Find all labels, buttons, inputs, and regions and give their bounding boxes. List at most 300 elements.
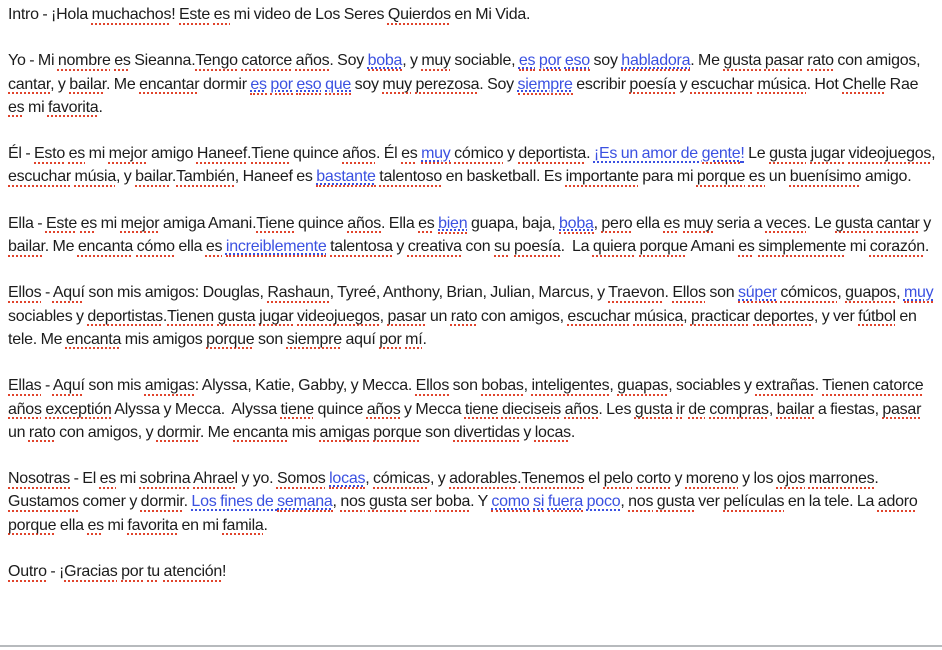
misspelled-word[interactable]: guapos xyxy=(845,284,897,302)
misspelled-word[interactable]: escuchar xyxy=(690,75,754,93)
suggested-text-misspelled[interactable]: como xyxy=(491,493,530,511)
text-run: soy xyxy=(351,75,383,93)
misspelled-word[interactable]: es xyxy=(213,6,231,23)
misspelled-word[interactable]: Somos xyxy=(276,470,326,488)
text-run: quince xyxy=(313,400,367,418)
text-run: mi xyxy=(103,516,128,534)
text-run: , xyxy=(896,284,904,302)
misspelled-word[interactable]: nos xyxy=(340,493,366,511)
paragraph-nosotras xyxy=(8,467,936,537)
misspelled-word[interactable]: Chelle xyxy=(842,75,887,93)
misspelled-word[interactable]: pasar xyxy=(882,400,922,418)
misspelled-word[interactable]: Ellos xyxy=(672,284,706,302)
text-run: . Le xyxy=(806,214,836,232)
misspelled-word[interactable]: Nosotras xyxy=(8,470,71,488)
misspelled-word[interactable]: adoro xyxy=(877,493,918,511)
paragraph-ellas xyxy=(8,374,936,444)
misspelled-word[interactable]: Rashaun xyxy=(267,284,330,302)
paragraph-ella xyxy=(8,212,936,259)
text-run: , xyxy=(683,307,691,325)
text-run: con amigos, xyxy=(833,52,924,70)
misspelled-word[interactable]: bailar xyxy=(135,168,172,186)
misspelled-word[interactable]: gusta xyxy=(835,214,874,232)
misspelled-word[interactable]: es xyxy=(8,98,25,116)
suggested-text-misspelled[interactable]: fuera xyxy=(547,493,584,511)
text-run: . xyxy=(874,470,883,488)
misspelled-word[interactable]: Este xyxy=(45,214,77,232)
misspelled-word[interactable]: es xyxy=(99,470,117,488)
text-run: , Haneef es xyxy=(234,168,317,186)
misspelled-word[interactable]: perezosa xyxy=(415,75,480,93)
text-run: Yo - Mi xyxy=(8,52,58,70)
text-run: en la tele. La xyxy=(784,493,878,511)
misspelled-word[interactable]: por xyxy=(121,563,144,581)
text-run: quince xyxy=(289,145,343,163)
suggested-text-misspelled[interactable]: eso xyxy=(296,75,322,93)
misspelled-word[interactable]: años xyxy=(347,214,381,232)
text-run: quince xyxy=(294,214,348,232)
text-run: son xyxy=(421,423,454,441)
misspelled-word[interactable]: Tenemos xyxy=(521,470,585,488)
misspelled-word[interactable]: cantar xyxy=(876,214,920,232)
misspelled-word[interactable]: nos xyxy=(628,493,654,511)
misspelled-word[interactable]: atención xyxy=(163,563,223,581)
misspelled-word[interactable]: gusta xyxy=(723,52,762,70)
suggested-text-misspelled[interactable]: bastante xyxy=(316,168,376,186)
suggested-text-misspelled[interactable]: por xyxy=(538,52,562,70)
text-run: y Mecca xyxy=(400,400,465,418)
text-run: mis xyxy=(288,423,320,441)
suggested-text-misspelled[interactable]: es xyxy=(518,52,536,70)
text-run: sociable, xyxy=(450,52,519,70)
text-run: . xyxy=(422,330,427,348)
misspelled-word[interactable]: escuchar xyxy=(8,168,71,186)
text-run: en basketball. Es xyxy=(441,168,566,186)
misspelled-word[interactable]: cómo xyxy=(136,238,175,256)
misspelled-word[interactable]: Gracias xyxy=(64,563,118,581)
text-run: y xyxy=(919,214,935,232)
misspelled-word[interactable]: música xyxy=(757,75,807,93)
misspelled-word[interactable]: porque xyxy=(696,168,746,186)
text-run: y xyxy=(519,423,535,441)
misspelled-word[interactable]: cómico xyxy=(454,145,504,163)
misspelled-word[interactable]: compras xyxy=(709,400,769,418)
text-run: - xyxy=(41,284,53,302)
text-run: y xyxy=(675,75,691,93)
text-run: Sieanna. xyxy=(130,52,196,70)
misspelled-word[interactable]: muy xyxy=(683,214,714,232)
suggested-text[interactable]: poco xyxy=(586,493,621,511)
misspelled-word[interactable]: creativa xyxy=(407,238,462,256)
misspelled-word[interactable]: importante xyxy=(565,168,639,186)
suggested-text-misspelled[interactable]: boba xyxy=(559,214,594,232)
text-run: y yo. xyxy=(237,470,277,488)
misspelled-word[interactable]: guapas xyxy=(617,377,669,395)
text-run: , xyxy=(379,307,388,325)
text-run: . Soy xyxy=(479,75,518,93)
text-run: mi xyxy=(96,214,121,232)
misspelled-word[interactable]: dormir xyxy=(140,493,184,511)
text-run: . xyxy=(664,284,673,302)
misspelled-word[interactable]: Ellas xyxy=(8,377,42,395)
misspelled-word[interactable]: es xyxy=(748,168,766,186)
text-run: soy xyxy=(589,52,622,70)
suggested-text-misspelled[interactable]: gente xyxy=(701,145,741,163)
misspelled-word[interactable]: gusta xyxy=(656,493,695,511)
misspelled-word[interactable]: pasar xyxy=(764,52,804,70)
text-run: , xyxy=(931,145,939,163)
misspelled-word[interactable]: muy xyxy=(421,52,451,70)
text-run xyxy=(923,377,927,394)
misspelled-word[interactable]: años xyxy=(564,400,599,418)
text-run: mi xyxy=(85,145,109,163)
misspelled-word[interactable]: Este xyxy=(179,6,211,23)
misspelled-word[interactable]: músia xyxy=(74,168,116,186)
misspelled-word[interactable]: su xyxy=(494,238,511,256)
misspelled-word[interactable]: famila xyxy=(222,516,264,534)
misspelled-word[interactable]: encanta xyxy=(233,423,289,441)
misspelled-word[interactable]: sobrina xyxy=(139,470,191,488)
misspelled-word[interactable]: deportistas xyxy=(87,307,163,325)
misspelled-word[interactable]: ojos xyxy=(776,470,806,488)
text-run: , xyxy=(768,400,777,418)
misspelled-word[interactable]: favorita xyxy=(47,98,99,116)
suggested-text-misspelled[interactable]: bien xyxy=(438,214,468,232)
text-run: y xyxy=(503,145,519,163)
misspelled-word[interactable]: cantar xyxy=(8,75,51,93)
suggested-text-misspelled[interactable]: que xyxy=(325,75,352,93)
misspelled-word[interactable]: encanta xyxy=(77,238,134,256)
suggested-text-misspelled[interactable]: boba xyxy=(367,52,403,70)
text-run: Ella - xyxy=(8,214,46,232)
misspelled-word[interactable]: es xyxy=(663,214,680,232)
text-run: son xyxy=(449,377,482,395)
misspelled-word[interactable]: muchachos xyxy=(91,6,172,23)
text-run: dormir xyxy=(199,75,251,93)
misspelled-word[interactable]: nombre xyxy=(57,52,111,70)
text-run: ver xyxy=(694,493,724,511)
misspelled-word[interactable]: buenísimo xyxy=(789,168,862,186)
misspelled-word[interactable]: veces xyxy=(765,214,807,232)
misspelled-word[interactable]: divertidas xyxy=(453,423,520,441)
misspelled-word[interactable]: moreno xyxy=(685,470,739,488)
text-run: , xyxy=(593,214,602,232)
text-run: y xyxy=(392,238,408,256)
misspelled-word[interactable]: exceptión xyxy=(45,400,112,418)
misspelled-word[interactable]: videojuegos xyxy=(297,307,380,325)
misspelled-word[interactable]: poesía xyxy=(514,238,561,256)
misspelled-word[interactable]: jugar xyxy=(810,145,845,163)
text-run: , y xyxy=(429,470,450,488)
misspelled-word[interactable]: Outro xyxy=(8,563,47,581)
misspelled-word[interactable]: gusta xyxy=(634,400,673,418)
misspelled-word[interactable]: de xyxy=(688,400,706,418)
misspelled-word[interactable]: años xyxy=(295,52,330,70)
misspelled-word[interactable]: catorce xyxy=(872,377,924,395)
text-run: y los xyxy=(738,470,777,488)
text-run: Rae xyxy=(886,75,922,93)
text-run: . xyxy=(924,238,930,256)
text-run: : Alyssa, Katie, Gabby, y Mecca. xyxy=(194,377,416,395)
misspelled-word[interactable]: Tienen xyxy=(167,307,214,325)
misspelled-word[interactable]: deportista xyxy=(518,145,587,163)
text-run: ! xyxy=(222,563,227,581)
misspelled-word[interactable]: es xyxy=(205,238,223,256)
text-run: . Me xyxy=(690,52,724,70)
suggested-text-misspelled[interactable]: si xyxy=(533,493,545,511)
window-bottom-edge xyxy=(0,645,942,650)
text-run: son xyxy=(254,330,287,348)
text-run: - ¡ xyxy=(46,563,65,581)
text-run: . xyxy=(183,493,192,511)
misspelled-word[interactable]: ir xyxy=(676,400,685,418)
text-run: Alyssa y Mecca. Alyssa xyxy=(111,400,281,418)
text-run: , xyxy=(620,493,629,511)
misspelled-word[interactable]: Esto xyxy=(34,145,66,163)
misspelled-word[interactable]: muy xyxy=(382,75,412,93)
misspelled-word[interactable]: favorita xyxy=(127,516,178,534)
text-run: . Hot xyxy=(806,75,843,93)
text-run: , y ver xyxy=(813,307,859,325)
misspelled-word[interactable]: gusta xyxy=(217,307,256,325)
text-run: . Soy xyxy=(329,52,368,70)
suggested-text-misspelled[interactable]: semana xyxy=(277,493,333,511)
text-run: . xyxy=(247,145,252,163)
misspelled-word[interactable]: Aquí xyxy=(52,284,85,302)
misspelled-word[interactable]: Ahrael xyxy=(193,470,238,488)
misspelled-word[interactable]: pasar xyxy=(387,307,427,325)
misspelled-word[interactable]: poesía xyxy=(629,75,676,93)
text-run: . Él xyxy=(375,145,402,163)
suggested-text-misspelled[interactable]: locas xyxy=(329,470,366,488)
misspelled-word[interactable]: tu xyxy=(147,563,160,581)
misspelled-word[interactable]: dieciseis xyxy=(501,400,562,418)
misspelled-word[interactable]: corazón xyxy=(869,238,925,256)
misspelled-word[interactable]: Gustamos xyxy=(8,493,79,511)
text-run: Le xyxy=(744,145,770,163)
misspelled-word[interactable]: bailar xyxy=(776,400,815,418)
misspelled-word[interactable]: es xyxy=(418,214,435,232)
misspelled-word[interactable]: Tiene xyxy=(256,214,295,232)
misspelled-word[interactable]: jugar xyxy=(259,307,294,325)
text-run: Él - xyxy=(8,145,34,163)
text-run: Intro - ¡Hola xyxy=(8,6,92,23)
text-run: . Me xyxy=(44,238,78,256)
misspelled-word[interactable]: cómicos xyxy=(780,284,838,302)
misspelled-word[interactable]: Tiene xyxy=(251,145,290,163)
misspelled-word[interactable]: mejor xyxy=(108,145,148,163)
misspelled-word[interactable]: catorce xyxy=(241,52,293,70)
misspelled-word[interactable]: gusta xyxy=(769,145,807,163)
suggested-text[interactable]: Los fines de xyxy=(191,493,278,511)
text-run: . xyxy=(586,145,594,163)
misspelled-word[interactable]: fútbol xyxy=(858,307,896,325)
paragraph-outro xyxy=(8,560,936,583)
misspelled-word[interactable]: mejor xyxy=(120,214,160,232)
text-run: . La xyxy=(560,238,593,256)
misspelled-word[interactable]: Quierdos xyxy=(387,6,451,23)
text-run: son mis xyxy=(84,377,145,395)
misspelled-word[interactable]: es xyxy=(80,214,97,232)
misspelled-word[interactable]: es xyxy=(68,145,86,163)
suggested-text-misspelled[interactable]: eso xyxy=(564,52,590,70)
text-run: . Y xyxy=(470,493,492,511)
text-run: un xyxy=(426,307,451,325)
misspelled-word[interactable]: amigas xyxy=(144,377,195,395)
misspelled-word[interactable]: practicar xyxy=(690,307,751,325)
text-run: . Ella xyxy=(381,214,419,232)
text-run: , y xyxy=(115,168,136,186)
misspelled-word[interactable]: videojuegos xyxy=(848,145,932,163)
misspelled-word[interactable]: Aquí xyxy=(52,377,85,395)
text-run: mi xyxy=(116,470,140,488)
text-run: . xyxy=(171,168,177,186)
misspelled-word[interactable]: pelo xyxy=(603,470,633,488)
text-run: . xyxy=(570,423,576,441)
misspelled-word[interactable]: locas xyxy=(534,423,571,441)
misspelled-word[interactable]: música xyxy=(633,307,684,325)
misspelled-word[interactable]: ser xyxy=(410,493,432,511)
paragraph-intro xyxy=(8,3,936,26)
misspelled-word[interactable]: Traevon xyxy=(608,284,665,302)
misspelled-word[interactable]: porque xyxy=(639,238,688,256)
text-run: a fiestas, xyxy=(814,400,883,418)
misspelled-word[interactable]: tiene xyxy=(464,400,499,418)
misspelled-word[interactable]: inteligentes xyxy=(531,377,610,395)
text-run: amiga Amani. xyxy=(159,214,257,232)
misspelled-word[interactable]: Tienen xyxy=(822,377,870,395)
suggested-text-misspelled[interactable]: es xyxy=(250,75,267,93)
text-run: son mis amigos: Douglas, xyxy=(84,284,268,302)
misspelled-word[interactable]: es xyxy=(401,145,418,163)
misspelled-word[interactable]: mí xyxy=(405,330,423,348)
suggested-text-misspelled[interactable]: siempre xyxy=(517,75,573,93)
text-run: mi xyxy=(846,238,870,256)
misspelled-word[interactable]: escuchar xyxy=(567,307,631,325)
text-run: . xyxy=(263,516,268,534)
misspelled-word[interactable]: bailar xyxy=(69,75,106,93)
misspelled-word[interactable]: Ellos xyxy=(415,377,450,395)
text-run: . xyxy=(162,307,168,325)
suggested-text[interactable]: ! xyxy=(740,145,745,163)
text-run: . Me xyxy=(105,75,140,93)
misspelled-word[interactable]: años xyxy=(342,145,376,163)
text-run: con xyxy=(461,238,495,256)
misspelled-word[interactable]: encanta xyxy=(65,330,122,348)
text-run: . xyxy=(517,470,522,488)
misspelled-word[interactable]: es xyxy=(114,52,131,70)
misspelled-word[interactable]: rato xyxy=(807,52,834,70)
text-run: mi video de Los Seres xyxy=(230,6,388,23)
text-run: en tele. Me xyxy=(8,307,921,348)
suggested-text-misspelled[interactable]: increiblemente xyxy=(225,238,327,256)
misspelled-word[interactable]: películas xyxy=(723,493,785,511)
misspelled-word[interactable]: amigas xyxy=(319,423,370,441)
misspelled-word[interactable]: porque xyxy=(206,330,255,348)
misspelled-word[interactable]: marrones xyxy=(808,470,875,488)
misspelled-word[interactable]: encantar xyxy=(139,75,200,93)
text-run: un xyxy=(765,168,790,186)
suggested-text-misspelled[interactable]: muy xyxy=(903,284,934,302)
text-run: , sociables y xyxy=(668,377,756,395)
misspelled-word[interactable]: años xyxy=(8,400,42,418)
misspelled-word[interactable]: bobas xyxy=(481,377,524,395)
misspelled-word[interactable]: adorables xyxy=(449,470,518,488)
text-run: Amani xyxy=(687,238,739,256)
text-run: un xyxy=(8,400,925,441)
misspelled-word[interactable]: es xyxy=(738,238,755,256)
misspelled-word[interactable]: pero xyxy=(601,214,633,232)
text-run: ella xyxy=(632,214,664,232)
misspelled-word[interactable]: porque xyxy=(373,423,422,441)
text-run: , xyxy=(365,470,374,488)
misspelled-word[interactable]: Tengo xyxy=(195,52,238,70)
text-run: escribir xyxy=(572,75,630,93)
text-run: - xyxy=(41,377,53,395)
text-run: en Mi Vida. xyxy=(450,6,531,23)
paragraph-yo xyxy=(8,49,936,119)
misspelled-word[interactable]: talentosa xyxy=(330,238,393,256)
text-run: ! xyxy=(171,6,179,23)
misspelled-word[interactable]: dormir xyxy=(156,423,200,441)
suggested-text-misspelled[interactable]: súper xyxy=(738,284,777,302)
text-run: . xyxy=(98,98,103,116)
misspelled-word[interactable]: extrañas xyxy=(755,377,815,395)
misspelled-word[interactable]: años xyxy=(366,400,401,418)
misspelled-word[interactable]: porque xyxy=(8,516,57,534)
misspelled-word[interactable]: por xyxy=(379,330,402,348)
text-run: con amigos, y xyxy=(55,423,157,441)
misspelled-word[interactable]: cómicas xyxy=(373,470,430,488)
misspelled-word[interactable]: tiene xyxy=(280,400,314,418)
misspelled-word[interactable]: siempre xyxy=(286,330,342,348)
text-run: ella xyxy=(174,238,206,256)
text-run: ella xyxy=(56,516,88,534)
misspelled-word[interactable]: simplemente xyxy=(758,238,847,256)
suggested-text-misspelled[interactable]: muy xyxy=(421,145,451,163)
suggested-text-misspelled[interactable]: por xyxy=(270,75,293,93)
text-run: el xyxy=(584,470,604,488)
text-run: son xyxy=(705,284,739,302)
text-run: , y xyxy=(402,52,422,70)
text-run: , Tyreé, Anthony, Brian, Julian, Marcus, y xyxy=(329,284,609,302)
misspelled-word[interactable]: es xyxy=(87,516,104,534)
paragraph-el xyxy=(8,142,939,189)
suggested-text[interactable]: ¡Es un amor de xyxy=(593,145,702,163)
misspelled-word[interactable]: Ellos xyxy=(8,284,42,302)
text-run: y xyxy=(670,470,686,488)
misspelled-word[interactable]: También xyxy=(176,168,235,186)
text-run: mi xyxy=(24,98,48,116)
misspelled-word[interactable]: gusta xyxy=(368,493,407,511)
misspelled-word[interactable]: bailar xyxy=(8,238,45,256)
misspelled-word[interactable]: quiera xyxy=(592,238,636,256)
misspelled-word[interactable]: Haneef xyxy=(196,145,247,163)
suggested-text-misspelled[interactable]: habladora xyxy=(621,52,691,70)
paragraph-ellos xyxy=(8,281,936,351)
text-run: , xyxy=(523,377,532,395)
misspelled-word[interactable]: rato xyxy=(450,307,478,325)
text-run: . Me xyxy=(199,423,234,441)
misspelled-word[interactable]: rato xyxy=(28,423,56,441)
text-run: . xyxy=(814,377,823,395)
text-run: sociables y xyxy=(8,284,938,325)
misspelled-word[interactable]: deportes xyxy=(753,307,814,325)
text-run: , xyxy=(609,377,618,395)
misspelled-word[interactable]: corto xyxy=(636,470,671,488)
misspelled-word[interactable]: talentoso xyxy=(379,168,442,186)
misspelled-word[interactable]: boba xyxy=(435,493,471,511)
